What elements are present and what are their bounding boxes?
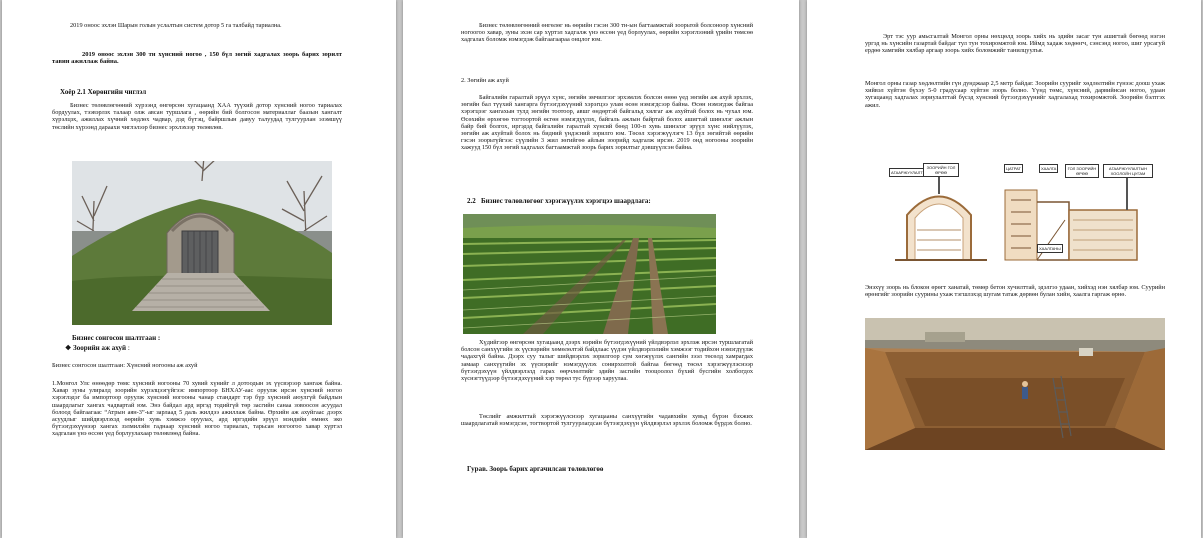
section-heading: Хоёр 2.1 Хөрөнгийн чиглэл xyxy=(60,88,147,96)
label-door: ХААЛГАНЫ xyxy=(1039,246,1061,251)
p3-paragraph-3: Энэхүү зоорь нь блокон өрөгт ханатай, төмөр бетон хучилттай, эдэлгээ удаан, хийхэд нэн хялбар юм. Суурийн өрөнгийг зоорийн суурины ухаж тэгшлэхэд шугам татаж дөрвөн булан хийн, хаалга гаргаж өрнө. xyxy=(865,284,1165,299)
label-hallway: ХААЛГА xyxy=(1041,166,1057,171)
cellar-diagram xyxy=(887,160,1153,270)
section-2-2-heading xyxy=(467,197,651,205)
p2-paragraph-3: Хүдийгээр өнгөрсөн хугацаанд дээрх нэрийн бүтээгдэхүүний үйлдвэрлэл эрхлэж ирсэн туршлагатай болсон санхүүгийн эх үүсвэрийн хөмөлөлтэй байдлаас үүдэн үйлдвэрлэлийн хэмжээг тодийхон нэмэгдүүлж чадахгүй байна. Дээрх суу талыг шийдвэрлэх зорилгоор сум хөгжүүлэх сангийн зээл төсөлд хамрагдах замаар санхүүгийн эх үүсвэрийг нэмэгдүүлэх сонирхолтой байгаа бөгөөд төсөл хэрэгжүүлэснээр бүтээгдэхүүн үйлдвэрлэлд гарах өөрчлөлтийг эдийн засгийн тооцоолол бүхий бусгийн холбогдох хүснэгтүүдээр бүтээгдэхүүний хэр төрөл тус бүрээр харуулаа. xyxy=(461,339,753,383)
section-number: 2.2 xyxy=(467,197,476,205)
bullet-colon: : xyxy=(127,344,130,352)
options-heading-text: Бизнес сонгосон шалтгаан xyxy=(72,334,157,342)
reason-body: 1.Монгол Улс өнөөдөр төмс хүнсний ногооны 70 хувий хүнийг л дотоодын эх үүсвэрээр хангаж байна. Хавар зуны улиралд зоорийн хүрэлцээгүйгээс импортоор БНХАУ-аас оруулж ирсэн хүнсний ногоо хэрэглэдэг ба импортоор оруулж хүнсний ногооны чанар стандарт тэр бүр хүнсний аюулгүй байдлын шаардлагыг хангах чадвартай юм. Энэ байдал ард иргэд тодийгүй төр засгийн санаа зовоосон асуудал болоод байгаагааc “Атрын аян-3”-ыг зарлаад 5 даль жилдээ ажиллаж байна. Өрхийн аж ахуйгаас дээрх асуудлыг шийдвэрлэхэд өөрийн хувь хэмжээ оруулах, ард иргэдийн эрүүл мэндийн өмнөх эко бүтээгдэхүүнээр хангах зэлмилэйн гаднаар хүнсний ногоо тариалах, тарьсан ногоогоо хавар хүртэл хадгалан үнэ өссөн үед борлуулахаар төлөвлөөд байна. xyxy=(52,380,342,438)
label-vent-pipe: АГААРЖУУЛАЛТЫН ХООЛОЙН ЦУГАМ xyxy=(1103,164,1153,178)
p2-paragraph-1: Бизнес төлөвлөгөөний өнгөлөг нь өөрийн гэсэн 300 тн-ын багтаамжтай зоорьтой болсоноор хүнсний ногоогоо хавар, зуны эхэн сар хүртэл хадгалж үнэ өссөн үед борлуулах, өөрийн хэрэглээний үрийн төмсөө хадгалах боломж нэмэгдэж байгаагаараа онцлог юм. xyxy=(461,22,753,44)
p3-paragraph-1: Эрт тэс уур амьсгалтай Монгол орны нөхцөлд зоорь хийх нь эдийн засаг тун ашигтай бөгөөд нэгэн ургэд нь хүнсийн газартай байдаг тул тун тохиромжтой юм. Иймд хадаж хөдөөгч, сэнсэнд ногоо, шиг урсагуй ердөө хамгийн хялбар аргаар зоорь хийх боломжийг танилцуулъя. xyxy=(865,33,1165,55)
document-page-1 xyxy=(2,0,396,538)
cellar-photo xyxy=(72,161,332,325)
intro-paragraph: 2019 оноос эхлэн Шарын голын услалтын систем дотор 5 га талбайд тариална. xyxy=(70,22,282,29)
bullet-text: Зоорийн аж ахуй xyxy=(73,344,127,352)
label-hatch: ЦАТРАТ xyxy=(1006,166,1021,171)
label-ventilation: АГААРЖУУЛАЛТ xyxy=(891,170,923,175)
section-body: Бизнес төлөвлөгөөний хүрээнд өнгөрсөн хугацаанд ХАА түүхий дотор хүнсний ногоо тариалах бордуулах, тээвэрлэх талаар олж авсан туршлага , өөрийн бий болгосон материаллаг баазын хангалт хүрэлцэх, ажиллах хүчний хөдлөх чадвар, дэд бүтэц, байршлын давуу талуудад тулгуурлан эзэмшүү төслийн хүрээнд дараахи чиглэлээр бизнес эрхлэхээр төлөвлөв. xyxy=(52,102,342,131)
options-heading xyxy=(72,334,160,342)
diamond-bullet-icon: ❖ xyxy=(65,344,72,352)
options-heading-colon: : xyxy=(157,334,161,342)
p3-paragraph-2: Монгол орны газар хөдлөлтийн гүн дунджаар 2,5 метр байдаг. Зоорийн суурийг хөдлөлтийн гүнээс доош ухаж хийвэл хүйтэн бүхэу 5-0 градусаар хүйтэн зоорь болно. Үүнд төмс, хүнсний, дарвийнсан ногоо, удаан хугацаанд хадгалах зориулалттай бүсэд хүнсний бүтээгдэхүүнийг хадгалахад тохиромжтой. Зоорийн бэлтгэх ажил. xyxy=(865,80,1165,109)
p2-footer-heading: Гурав. Зоорь барих аргачилсан төлөвлөгөө xyxy=(467,465,604,473)
document-page-3 xyxy=(807,0,1201,538)
p2-paragraph-4: Төслийг амжилттай хэрэгжүүлснээр хугацааны санхүүгийн чадавхийн хувьд бүрэн бэхжих шаардлагатай нэмэгдсэн, тогтвортой тулгуурлагдсан бүтээгдэхүүн үйлдвэрлэл эрхлэх боломж бүрдэх болно. xyxy=(461,413,753,428)
excavation-photo xyxy=(865,318,1165,450)
bullet-item xyxy=(65,344,130,352)
document-page-2 xyxy=(403,0,799,538)
p2-paragraph-2: Байгалийн гаралтай эрүүл хүнс, зөгийн эмчилгээг эрхэмлэх болсон өнөө үед зөгийн аж ахуй эрхлэх, зөгийн бал түүхий хангарга бүтээгдэхүүний хэрэгцээ улам өсөн нэмэгдсээр байна. Өсөн нэмэгдэж байгаа хэрэгцээг хангахын тулд зөгийн тоотоор, авшг өндөртэй байгальд хялгаг аж ахуйтай болох нь чухал юм. Өсөхийн өрхөгөө тогтоортой өсгөн нэмэгдүүлэх, байгаль ажлын байртай болох ашигтай шинэлэг ажлын байр бий болгох, иргэдэд байгалийн гаралтай хүнсий бөөд 100-п хувь шинэлэг эрүүл хүнс нийлүүлэх, зөгийн аж ахуйтай болох нь бидний үндэсний зорилго юм. Төсөл хэрэгжүүлэгч 13 бүл зөгийтэй өөрийн гэсэн зоорьтүйгээс сүүлийн 3 жил зөгийгөө айлын зоорийд хадгалж ирсэн. 2019 онд ногооны зоорийн хажууд 150 бүл зөгий хадгалах багтаамжтай зоорь барих зорилтыг дэвшүүлсэн байна. xyxy=(461,94,753,152)
section-title: Бизнес төлөвлөгөөг хэрэгжүүлэх хэрэгцээ шаардлага: xyxy=(481,197,651,205)
field-photo xyxy=(463,214,716,334)
reason-line: Бизнес сонгосон шалтгаан: Хүнсний ногооны аж ахуй xyxy=(52,362,198,369)
p2-subheading: 2. Зөгийн аж ахуй xyxy=(461,77,509,84)
label-main-room: ГОЛ ЗООРИЙН ӨРӨӨ xyxy=(1065,164,1099,178)
goal-paragraph: 2019 оноос эхлэн 300 тн хүнсний ногоо , 150 бүл зөгий хадгалах зоорь барих зорилт тавин ажиллаж байна. xyxy=(52,51,342,66)
label-main-room-left: ЗООРИЙН ГОЛ ӨРӨӨ xyxy=(923,163,959,177)
